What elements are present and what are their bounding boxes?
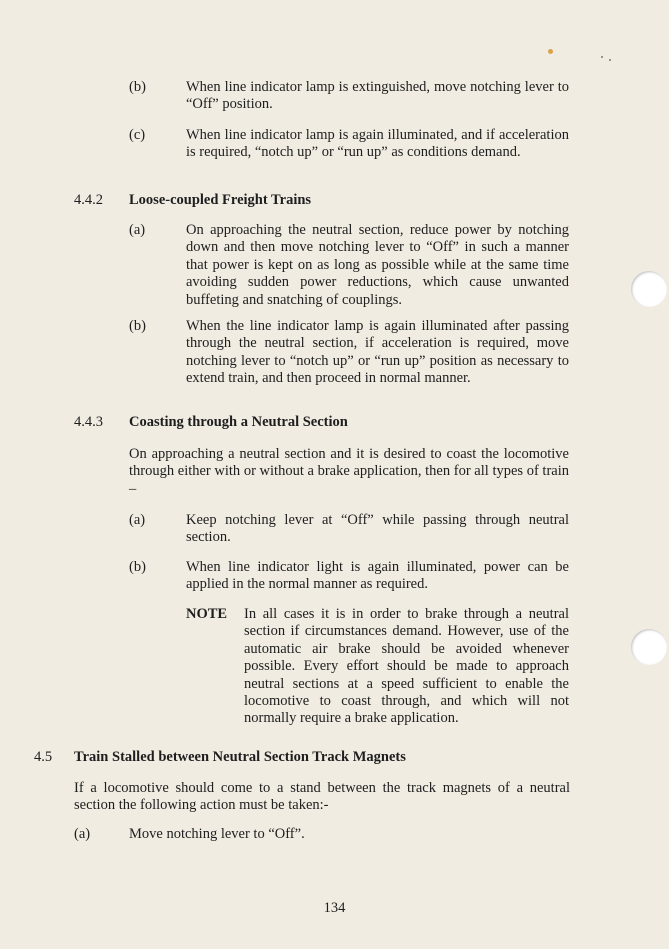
ink-speck <box>548 49 553 54</box>
ink-speck <box>609 59 611 61</box>
item-label: (a) <box>129 512 146 528</box>
section-heading: Train Stalled between Neutral Section Track Magnets <box>74 749 406 765</box>
section-heading: Coasting through a Neutral Section <box>129 414 348 430</box>
section-number: 4.4.3 <box>74 414 103 430</box>
section-intro: If a locomotive should come to a stand between the track magnets of a neutral section the following action must be taken:- <box>74 780 570 814</box>
item-label: (b) <box>129 318 146 334</box>
binder-hole-bottom <box>631 629 667 665</box>
ink-speck <box>601 56 603 58</box>
item-text: When line indicator lamp is extinguished, move notching lever to “Off” position. <box>186 79 569 113</box>
item-text: When the line indicator lamp is again illuminated after passing through the neutral section, if acceleration is required, move notching lever to “notch up” or “run up” position as necessary to extend train, and then proceed in normal manner. <box>186 318 569 387</box>
item-label: (b) <box>129 559 146 575</box>
item-label: (a) <box>74 826 91 842</box>
item-text: Keep notching lever at “Off” while passing through neutral section. <box>186 512 569 546</box>
item-text: When line indicator light is again illuminated, power can be applied in the normal manner as required. <box>186 559 569 593</box>
note-text: In all cases it is in order to brake through a neutral section if circumstances demand. However, use of the automatic air brake should be avoided whenever possible. Every effort should be made to approach neutral sections at a speed sufficient to enable the locomotive to coast through, and which will not normally require a brake application. <box>244 606 569 727</box>
note-label: NOTE <box>186 606 228 622</box>
item-text: On approaching the neutral section, reduce power by notching down and then move notching lever to “Off” in such a manner that power is kept on as long as possible while at the same time avoiding sudden power reductions, which cause unwanted buffeting and snatching of couplings. <box>186 222 569 308</box>
item-text: When line indicator lamp is again illuminated, and if acceleration is required, “notch up” or “run up” as conditions demand. <box>186 127 569 161</box>
item-text: Move notching lever to “Off”. <box>129 826 305 842</box>
section-number: 4.4.2 <box>74 192 103 208</box>
item-label: (a) <box>129 222 146 238</box>
section-intro: On approaching a neutral section and it is desired to coast the locomotive through either with or without a brake application, then for all types of train – <box>129 446 569 497</box>
section-number: 4.5 <box>34 749 53 765</box>
page-number: 134 <box>323 900 346 916</box>
binder-hole-top <box>631 271 667 307</box>
item-label: (c) <box>129 127 146 143</box>
item-label: (b) <box>129 79 146 95</box>
section-heading: Loose-coupled Freight Trains <box>129 192 312 208</box>
